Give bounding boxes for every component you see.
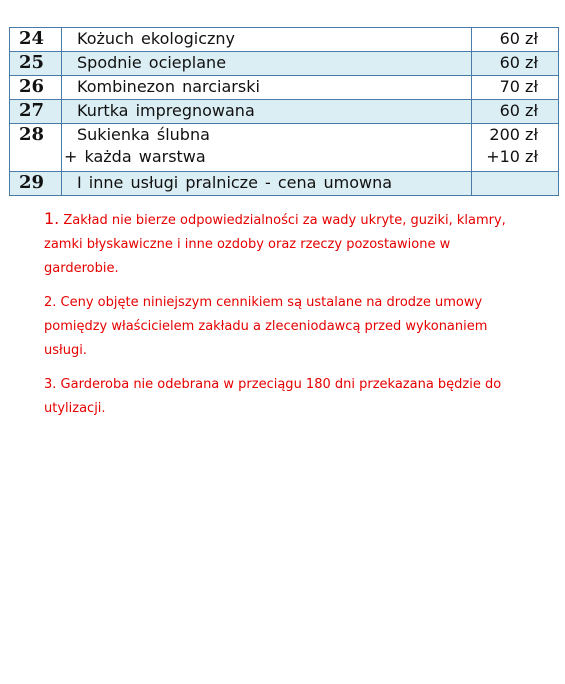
item-number: 24 xyxy=(10,28,62,52)
price-row-28 xyxy=(10,124,559,172)
price-line-extra: +10 zł xyxy=(486,147,538,166)
item-number: 29 xyxy=(10,172,62,196)
service-price xyxy=(472,172,559,196)
service-name xyxy=(62,100,472,124)
note-marker: 2. xyxy=(44,295,57,310)
service-line: I inne usługi pralnicze - cena umowna xyxy=(77,173,393,192)
terms-notes xyxy=(44,207,514,431)
price-row-27 xyxy=(10,100,559,124)
service-name xyxy=(62,124,472,172)
note-pricing xyxy=(44,291,514,363)
service-price xyxy=(472,124,559,172)
service-name xyxy=(62,172,472,196)
service-price xyxy=(472,76,559,100)
price-line: 60 zł xyxy=(499,29,538,48)
item-number: 26 xyxy=(10,76,62,100)
service-name xyxy=(62,28,472,52)
note-text: Zakład nie bierze odpowiedzialności za wady ukryte, guziki, klamry, zamki błyskawiczne i inne ozdoby oraz rzeczy pozostawione w garderobie. xyxy=(44,213,506,276)
price-row-24 xyxy=(10,28,559,52)
service-price xyxy=(472,28,559,52)
price-row-26 xyxy=(10,76,559,100)
service-price xyxy=(472,100,559,124)
item-number: 25 xyxy=(10,52,62,76)
note-text: Ceny objęte niniejszym cennikiem są ustalane na drodze umowy pomiędzy właścicielem zakładu a zleceniodawcą przed wykonaniem usługi. xyxy=(44,295,488,358)
price-line: 60 zł xyxy=(499,101,538,120)
price-list-table xyxy=(9,27,559,196)
service-line-extra: + każda warstwa xyxy=(64,147,206,166)
price-line: 60 zł xyxy=(499,53,538,72)
note-liability xyxy=(44,207,514,281)
service-line: Spodnie ocieplane xyxy=(77,53,227,72)
price-line: 200 zł xyxy=(489,125,538,144)
note-marker: 1. xyxy=(44,209,60,228)
service-name xyxy=(62,52,472,76)
note-text: Garderoba nie odebrana w przeciągu 180 dni przekazana będzie do utylizacji. xyxy=(44,377,502,416)
service-price xyxy=(472,52,559,76)
price-line: 70 zł xyxy=(499,77,538,96)
service-name xyxy=(62,76,472,100)
price-row-29 xyxy=(10,172,559,196)
price-row-25 xyxy=(10,52,559,76)
item-number: 28 xyxy=(10,124,62,172)
note-disposal xyxy=(44,373,514,421)
service-line: Kożuch ekologiczny xyxy=(77,29,236,48)
item-number: 27 xyxy=(10,100,62,124)
service-line: Sukienka ślubna xyxy=(77,125,210,144)
service-line: Kurtka impregnowana xyxy=(77,101,255,120)
service-line: Kombinezon narciarski xyxy=(77,77,260,96)
note-marker: 3. xyxy=(44,377,57,392)
